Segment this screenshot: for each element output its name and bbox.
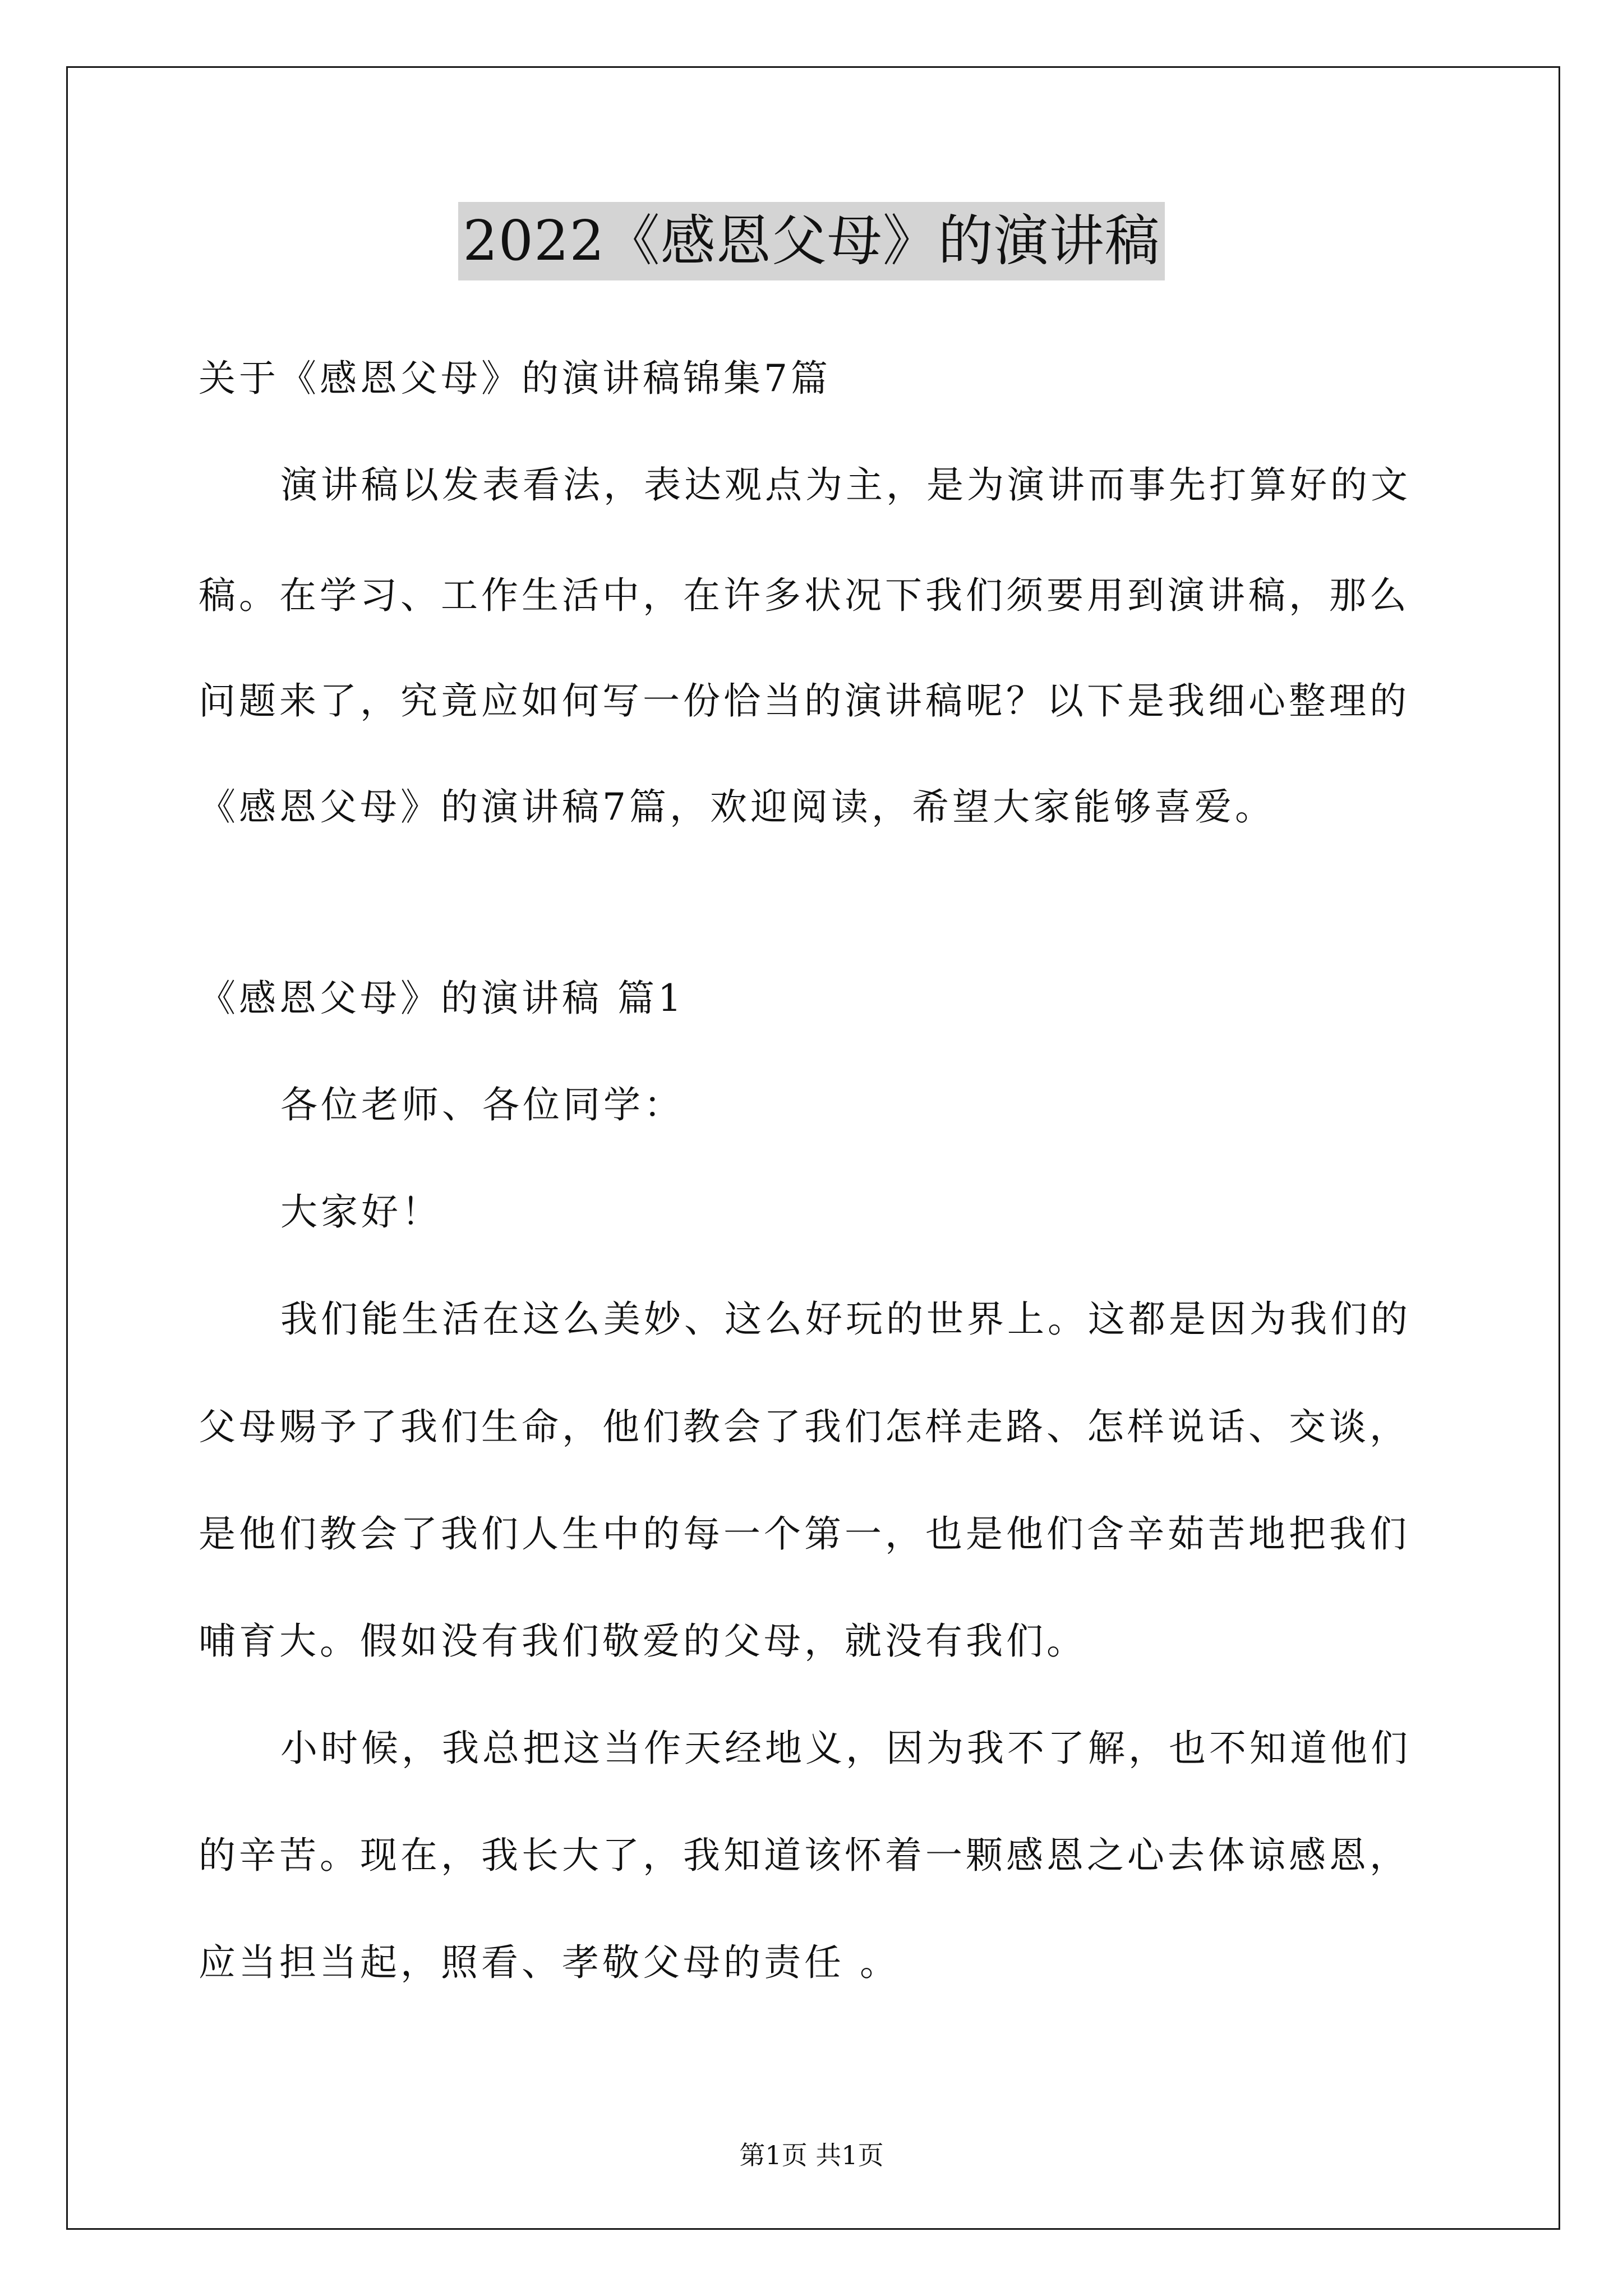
paragraph-line: 应当担当起，照看、孝敬父母的责任 。 [199,1941,900,1984]
paragraph-line: 小时候，我总把这当作天经地义，因为我不了解，也不知道他们 [280,1727,1411,1770]
document-title: 2022《感恩父母》的演讲稿 [458,202,1164,280]
paragraph-line: 哺育大。假如没有我们敬爱的父母，就没有我们。 [199,1619,1087,1663]
paragraph-line: 我们能生活在这么美妙、这么好玩的世界上。这都是因为我们的 [280,1297,1411,1341]
paragraph-line: 父母赐予了我们生命，他们教会了我们怎样走路、怎样说话、交谈， [199,1405,1410,1448]
page-footer: 第1页 共1页 [739,2140,884,2170]
paragraph-line: 的辛苦。现在，我长大了，我知道该怀着一颗感恩之心去体谅感恩， [199,1834,1410,1877]
document-subtitle: 关于《感恩父母》的演讲稿锦集7篇 [199,357,831,400]
intro-line: 稿。在学习、工作生活中，在许多状况下我们须要用到演讲稿，那么 [199,574,1410,617]
intro-line: 《感恩父母》的演讲稿7篇，欢迎阅读，希望大家能够喜爱。 [199,785,1275,829]
intro-line: 问题来了，究竟应如何写一份恰当的演讲稿呢？以下是我细心整理的 [199,679,1410,723]
section-heading: 《感恩父母》的演讲稿 篇1 [199,977,685,1020]
intro-line: 演讲稿以发表看法，表达观点为主，是为演讲而事先打算好的文 [280,463,1411,507]
paragraph-line: 是他们教会了我们人生中的每一个第一，也是他们含辛茹苦地把我们 [199,1512,1410,1556]
greeting: 大家好！ [280,1190,442,1234]
title-container [0,202,1623,280]
salutation: 各位老师、各位同学： [280,1083,684,1126]
